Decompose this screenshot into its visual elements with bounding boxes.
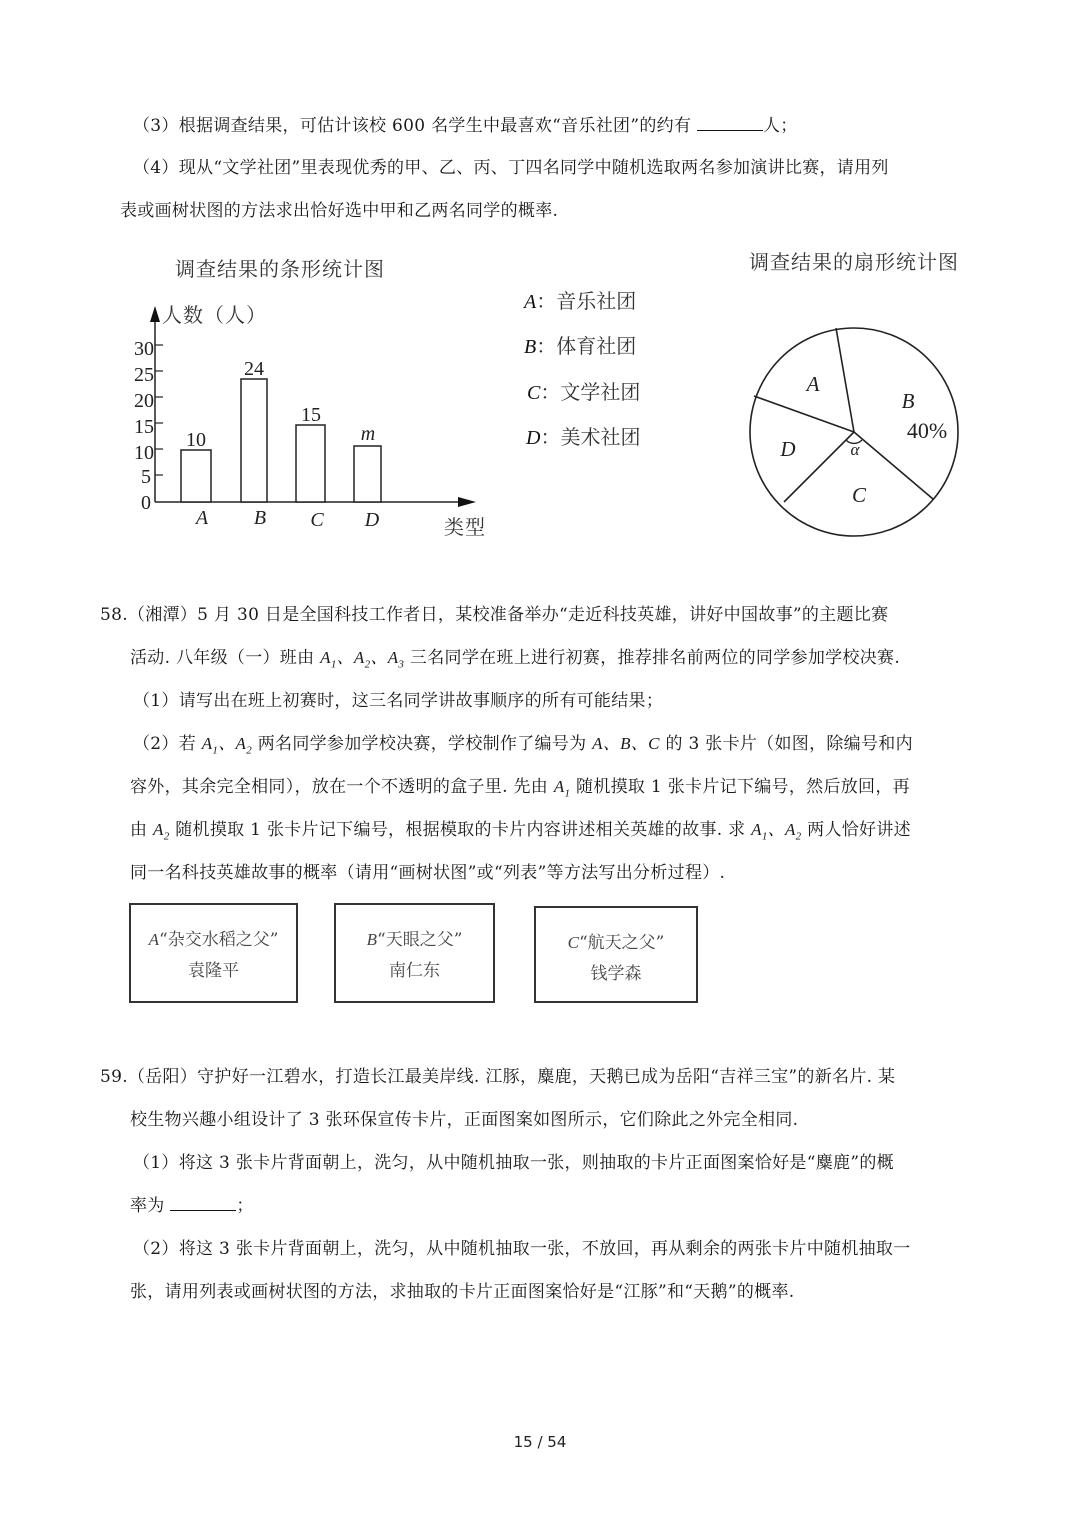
svg-text:10: 10 bbox=[186, 429, 206, 451]
legend-item-a: A：音乐社团 bbox=[524, 289, 637, 313]
q57-part3-text: （3）根据调查结果，可估计该校 600 名学生中最喜欢“音乐社团”的约有 bbox=[133, 116, 697, 136]
page-number: 15 / 54 bbox=[513, 1433, 567, 1451]
q59-part2-line1: （2）将这 3 张卡片背面朝上，洗匀，从中随机抽取一张，不放回，再从剩余的两张卡片中随机抽取一 bbox=[133, 1239, 911, 1259]
q59-part2-line2: 张，请用列表或画树状图的方法，求抽取的卡片正面图案恰好是“江豚”和“天鹅”的概率. bbox=[130, 1282, 795, 1302]
svg-text:24: 24 bbox=[244, 358, 264, 380]
q57-part4-line1: （4）现从“文学社团”里表现优秀的甲、乙、丙、丁四名同学中随机选取两名参加演讲比赛，请用列 bbox=[133, 158, 889, 178]
svg-text:α: α bbox=[850, 440, 860, 459]
bar-chart-ylabel: 人数（人） bbox=[162, 303, 267, 327]
q59-line1: 59.（岳阳）守护好一江碧水，打造长江最美岸线. 江豚，麋鹿，天鹅已成为岳阳“吉祥三宝”的新名片. 某 bbox=[100, 1067, 896, 1087]
svg-text:10: 10 bbox=[134, 442, 154, 464]
svg-text:C: C bbox=[851, 483, 867, 507]
svg-text:A: A bbox=[195, 507, 209, 529]
svg-text:C: C bbox=[310, 509, 324, 531]
q58-part2-line1: （2）若 $A_1$、$A_2$ 两名同学参加学校决赛，学校制作了编号为 A、B、C 的 3 张卡片（如图，除编号和内 bbox=[133, 734, 913, 757]
q58-line2: 活动. 八年级（一）班由 $A_1$、$A_2$、$A_3$ 三名同学在班上进行初赛，推荐排名前两位的同学参加学校决赛. bbox=[130, 648, 901, 671]
bar-chart-xlabel: 类型 bbox=[444, 515, 486, 539]
svg-text:15: 15 bbox=[301, 404, 321, 426]
q59-part1-line1: （1）将这 3 张卡片背面朝上，洗匀，从中随机抽取一张，则抽取的卡片正面图案恰好是“麋鹿”的概 bbox=[133, 1153, 894, 1173]
q58-line1: 58.（湘潭）5 月 30 日是全国科技工作者日，某校准备举办“走近科技英雄，讲好中国故事”的主题比赛 bbox=[100, 605, 889, 625]
pie-chart-title: 调查结果的扇形统计图 bbox=[749, 250, 959, 274]
q57-part3-suffix: 人； bbox=[762, 116, 798, 136]
hero-card-b: B“天眼之父” 南仁东 bbox=[334, 903, 495, 1003]
svg-text:5: 5 bbox=[141, 466, 151, 488]
q57-part3 bbox=[133, 115, 798, 137]
pie-chart bbox=[740, 320, 980, 545]
svg-text:40%: 40% bbox=[906, 418, 948, 443]
svg-text:m: m bbox=[360, 423, 376, 445]
svg-text:B: B bbox=[901, 389, 915, 413]
q58-part2-line4: 同一名科技英雄故事的概率（请用“画树状图”或“列表”等方法写出分析过程）. bbox=[130, 863, 726, 883]
svg-text:D: D bbox=[364, 509, 380, 531]
legend-item-d: D：美术社团 bbox=[526, 425, 641, 449]
svg-text:30: 30 bbox=[134, 338, 154, 360]
bar-chart bbox=[120, 295, 500, 540]
svg-text:20: 20 bbox=[134, 390, 154, 412]
svg-text:D: D bbox=[780, 437, 796, 461]
legend-item-b: B：体育社团 bbox=[524, 334, 637, 358]
q57-part4-line2: 表或画树状图的方法求出恰好选中甲和乙两名同学的概率. bbox=[120, 201, 559, 221]
q58-part2-line3: 由 $A_2$ 随机摸取 1 张卡片记下编号，根据模取的卡片内容讲述相关英雄的故事. 求 $A_1$、$A_2$ 两人恰好讲述 bbox=[130, 820, 911, 843]
hero-card-c: C“航天之父” 钱学森 bbox=[534, 906, 698, 1003]
answer-blank[interactable] bbox=[697, 116, 763, 131]
svg-text:25: 25 bbox=[134, 364, 154, 386]
q58-part1: （1）请写出在班上初赛时，这三名同学讲故事顺序的所有可能结果； bbox=[133, 691, 664, 711]
bar-chart-title: 调查结果的条形统计图 bbox=[175, 257, 385, 281]
svg-text:B: B bbox=[253, 507, 267, 529]
svg-text:15: 15 bbox=[134, 416, 154, 438]
answer-blank[interactable] bbox=[170, 1196, 236, 1211]
hero-card-a: A“杂交水稻之父” 袁隆平 bbox=[129, 903, 298, 1003]
q58-part2-line2: 容外，其余完全相同），放在一个不透明的盒子里. 先由 $A_1$ 随机摸取 1 张卡片记下编号，然后放回，再 bbox=[130, 777, 910, 800]
q59-part1-line2: 率为 ； bbox=[130, 1196, 254, 1216]
svg-text:0: 0 bbox=[141, 492, 151, 514]
svg-text:A: A bbox=[806, 372, 820, 396]
legend-item-c: C：文学社团 bbox=[527, 380, 641, 404]
q59-line2: 校生物兴趣小组设计了 3 张环保宣传卡片，正面图案如图所示，它们除此之外完全相同. bbox=[130, 1110, 799, 1130]
